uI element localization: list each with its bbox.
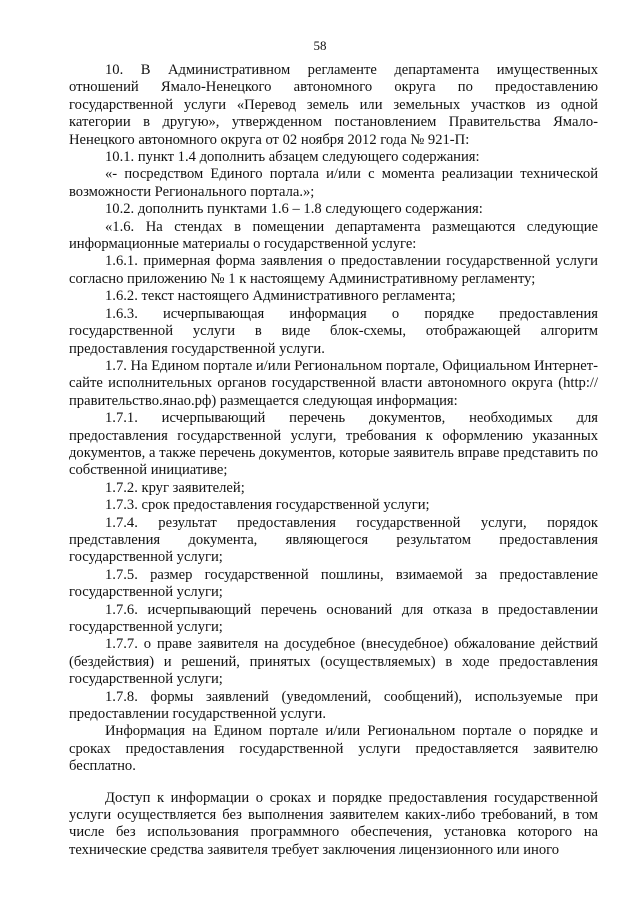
paragraph: 1.7.8. формы заявлений (уведомлений, сообщений), используемые при предоставлении государственной услуги. <box>69 688 598 723</box>
paragraph: 1.6.1. примерная форма заявления о предоставлении государственной услуги согласно приложению № 1 к настоящему Административному регламенту; <box>69 253 598 287</box>
document-body <box>69 62 598 859</box>
paragraph: 10.2. дополнить пунктами 1.6 – 1.8 следующего содержания: <box>105 201 483 218</box>
paragraph: 1.7.5. размер государственной пошлины, взимаемой за предоставление государственной услуги; <box>69 566 598 601</box>
paragraph: «1.6. На стендах в помещении департамента размещаются следующие информационные материалы о государственной услуге: <box>69 218 598 253</box>
paragraph: 10. В Административном регламенте департамента имущественных отношений Ямало-Ненецкого автономного округа по предоставлению государственной услуги «Перевод земель или земельных участков из одной категории в другую», утвержденном постановлением Правительства Ямало-Ненецкого автономного округа от 02 ноября 2012 года № 921-П: <box>69 62 598 148</box>
paragraph: Информация на Едином портале и/или Региональном портале о порядке и сроках предоставления государственной услуги предоставляется заявителю бесплатно. <box>69 723 598 775</box>
paragraph: 1.7. На Едином портале и/или Региональном портале, Официальном Интернет-сайте исполнительных органов государственной власти автономного округа (http://правительство.янао.рф) размещается следующая информация: <box>69 357 598 409</box>
paragraph: 1.7.6. исчерпывающий перечень оснований для отказа в предоставлении государственной услуги; <box>69 601 598 635</box>
paragraph: 1.7.7. о праве заявителя на досудебное (внесудебное) обжалование действий (бездействия) и решений, принятых (осуществляемых) в ходе предоставления государственной услуги; <box>69 636 598 688</box>
page-number: 58 <box>313 38 327 53</box>
paragraph: «- посредством Единого портала и/или с момента реализации технической возможности Регионального портала.»; <box>69 166 598 200</box>
paragraph: 10.1. пункт 1.4 дополнить абзацем следующего содержания: <box>105 149 480 166</box>
paragraph: 1.7.4. результат предоставления государственной услуги, порядок представления документа, являющегося результатом предоставления государственной услуги; <box>69 514 598 566</box>
paragraph: 1.7.1. исчерпывающий перечень документов, необходимых для предоставления государственной услуги, требования к оформлению указанных документов, а также перечень документов, которые заявитель вправе представить по собственной инициативе; <box>69 410 598 479</box>
paragraph: Доступ к информации о сроках и порядке предоставления государственной услуги осуществляется без выполнения заявителем каких-либо требований, в том числе без использования программного обеспечения, установка которого на технические средства заявителя требует заключения лицензионного или иного <box>69 789 598 858</box>
paragraph: 1.6.3. исчерпывающая информация о порядке предоставления государственной услуги в виде блок-схемы, отображающей алгоритм предоставления государственной услуги. <box>69 305 598 357</box>
paragraph: 1.6.2. текст настоящего Административного регламента; <box>105 288 456 305</box>
paragraph: 1.7.2. круг заявителей; <box>105 479 245 496</box>
paragraph: 1.7.3. срок предоставления государственной услуги; <box>105 497 430 514</box>
